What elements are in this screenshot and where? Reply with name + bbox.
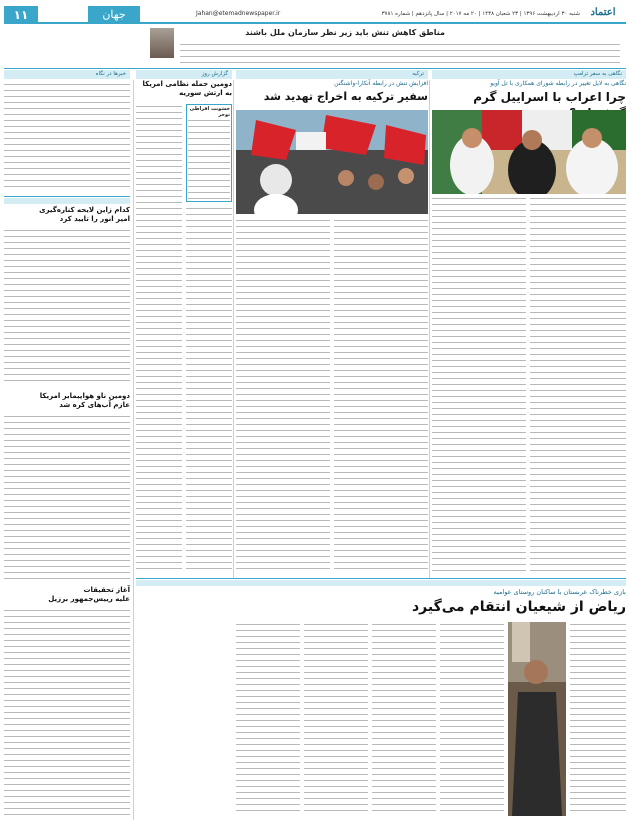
column-divider [233, 80, 234, 578]
sidebar-text2 [4, 414, 130, 582]
article1-photo [432, 110, 626, 194]
article3-column-a [136, 104, 182, 574]
sidebar-text3 [4, 608, 130, 816]
bottom-kicker: بازی خطرناک عربستان با ساکنان روستای عوامیه [493, 588, 626, 596]
section-email: Jahan@etemadnewspaper.ir [196, 10, 281, 17]
bottom-column-a [570, 622, 626, 816]
article2-column-b [236, 218, 330, 574]
divider [136, 578, 626, 579]
banner-title: مناطق کاهش تنش باید زیر نظر سازمان ملل باشند [245, 28, 445, 37]
article3-author: خشونت افراطی توخر [189, 106, 230, 118]
article2-photo [236, 110, 428, 214]
diplomats-photo [432, 110, 626, 194]
page-number: ۱۱ [4, 6, 38, 24]
article3-title-line1: دومین حمله نظامی امریکا [142, 80, 232, 88]
article2-kicker: افزایش تنش در رابطه آنکارا-واشنگتن [334, 80, 428, 87]
sidebar-title3: آغاز تحقیقات [83, 586, 130, 594]
column-divider [133, 80, 134, 820]
article2-title: سفیر ترکیه به اخراج تهدید شد [263, 90, 428, 103]
column-bar-far-left: خبرها در نگاه [4, 70, 130, 79]
bottom-column-e [236, 622, 300, 816]
sidebar-title1: کدام زاین لایحه کناره‌گیری [39, 206, 130, 214]
article1-title: چرا اعراب با اسراییل گرم [473, 90, 626, 104]
sidebar-title2b: عازم آب‌های کره شد [59, 401, 130, 409]
author-photo [150, 28, 174, 58]
article3-column-b [186, 206, 232, 574]
banner-body-text [180, 42, 620, 66]
newspaper-logo: اعتماد [590, 7, 616, 18]
article1-column-a [530, 196, 626, 574]
sidebar-bar [4, 198, 130, 204]
section-label: جهان [88, 6, 140, 24]
article1-kicker: نگاهی به لایل تغییر در رابطه شورای همکاری با تل آویو [490, 80, 626, 87]
sidebar-text1 [4, 228, 130, 386]
bottom-column-c [372, 622, 436, 816]
article2-column-a [334, 218, 428, 574]
column-bar-right: نگاهی به سفر ترامپ [432, 70, 626, 79]
column-bar-middle: ترکیه [236, 70, 428, 79]
article1-column-b [432, 196, 526, 574]
sidebar-title3b: علیه رییس‌جمهور برزیل [48, 595, 130, 603]
sidebar-title1b: امیر انور را تایید کرد [59, 215, 130, 223]
bottom-title: ریاض از شیعیان انتقام می‌گیرد [411, 599, 626, 615]
sidebar-title2: دومین ناو هواپیمابر امریکا [39, 392, 130, 400]
protest-photo [236, 110, 428, 214]
author-box-text [188, 118, 230, 200]
bottom-bar [136, 580, 626, 586]
article3-title-line2: به ارتش سوریه [179, 89, 232, 97]
dateline: شنبه ۳۰ اردیبهشت ۱۳۹۶ | ۲۳ شعبان ۱۴۳۸ | ۲۰ مه ۲۰۱۷ | سال پانزدهم | شماره ۳۷۸۱ [381, 11, 580, 17]
divider [4, 68, 626, 69]
bottom-photo [508, 622, 566, 816]
bottom-column-d [304, 622, 368, 816]
column-bar-left-mid: گزارش روز [136, 70, 232, 79]
protester-photo [508, 622, 566, 816]
divider [4, 196, 130, 197]
bottom-column-b [440, 622, 504, 816]
news-digest-list [4, 82, 130, 192]
column-divider [429, 80, 430, 578]
